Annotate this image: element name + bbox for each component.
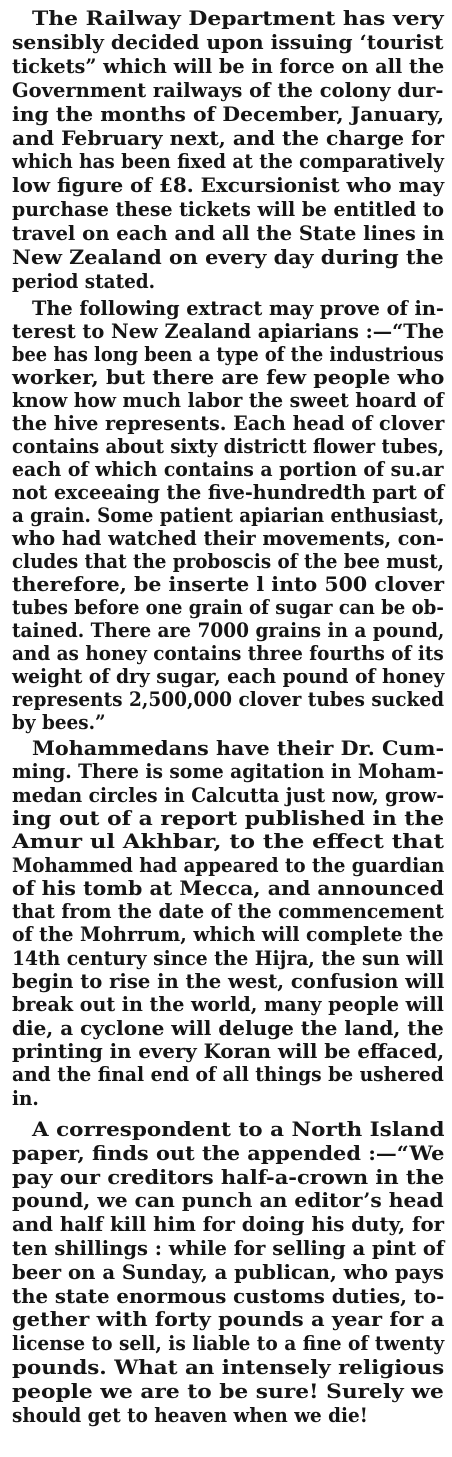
text-line: a grain. Some patient apiarian enthusiast, xyxy=(12,503,445,527)
text-line: travel on each and all the State lines in xyxy=(12,221,445,246)
text-line: tubes before one grain of sugar can be ob- xyxy=(12,595,444,619)
text-line: Amur ul Akhbar, to the effect that xyxy=(12,829,444,854)
text-line: license to sell, is liable to a fine of twenty xyxy=(12,1331,445,1356)
text-line: and as honey contains three fourths of its xyxy=(12,641,444,665)
text-line: The following extract may prove of in- xyxy=(32,296,444,320)
text-line: Mohammed had appeared to the guardian xyxy=(12,852,445,877)
text-line: worker, but there are few people who xyxy=(12,365,445,389)
text-line: in. xyxy=(12,1085,39,1110)
text-line: purchase these tickets will be entitled to xyxy=(12,197,445,222)
text-line: pounds. What an intensely religious xyxy=(12,1355,445,1379)
text-line: bee has long been a type of the industrious xyxy=(12,342,444,366)
text-line: begin to rise in the west, confusion will xyxy=(12,969,445,993)
text-line: the state enormous customs duties, to- xyxy=(12,1283,445,1308)
text-line: terest to New Zealand apiarians :—“The xyxy=(12,319,445,343)
text-line: therefore, be inserte l into 500 clover xyxy=(12,572,445,596)
text-line: know how much labor the sweet hoard of xyxy=(12,388,444,412)
text-line: not exceeaing the five-hundredth part of xyxy=(12,480,445,504)
text-line: die, a cyclone will deluge the land, the xyxy=(12,1015,444,1040)
text-line: contains about sixty districtt flower tubes, xyxy=(12,434,445,458)
text-line: low figure of £8. Excursionist who may xyxy=(12,173,445,198)
text-line: and half kill him for doing his duty, for xyxy=(12,1212,445,1237)
text-line: and February next, and the charge for xyxy=(12,125,445,150)
text-line: period stated. xyxy=(12,268,156,293)
text-line: pound, we can punch an editor’s head xyxy=(12,1188,444,1213)
text-line: each of which contains a portion of su.ar xyxy=(12,457,444,481)
text-line: paper, finds out the appended :—“We xyxy=(12,1140,445,1165)
text-line: weight of dry sugar, each pound of honey xyxy=(12,664,445,688)
text-line: of his tomb at Mecca, and announced xyxy=(12,875,445,900)
text-line: A correspondent to a North Island xyxy=(32,1117,445,1141)
text-line: beer on a Sunday, a publican, who pays xyxy=(12,1259,444,1284)
text-line: sensibly decided upon issuing ‘tourist xyxy=(12,29,444,54)
text-line: represents 2,500,000 clover tubes sucked xyxy=(12,687,445,711)
text-line: tickets” which will be in force on all the xyxy=(12,53,445,78)
text-line: people we are to be sure! Surely we xyxy=(12,1378,444,1403)
text-line: ming. There is some agitation in Moham- xyxy=(12,759,444,784)
text-line: gether with forty pounds a year for a xyxy=(12,1307,445,1332)
text-line: printing in every Koran will be effaced, xyxy=(12,1038,445,1063)
text-line: by bees.” xyxy=(12,710,106,734)
text-line: pay our creditors half-a-crown in the xyxy=(12,1164,445,1189)
text-line: ing out of a report published in the xyxy=(12,805,445,830)
text-line: Government railways of the colony dur- xyxy=(12,77,444,102)
text-line: medan circles in Calcutta just now, grow- xyxy=(12,782,445,807)
text-line: of the Mohrrum, which will complete the xyxy=(12,922,444,947)
text-line: ing the months of December, January, xyxy=(12,101,445,126)
text-line: the hive represents. Each head of clover xyxy=(12,411,445,435)
text-line: that from the date of the commencement xyxy=(12,899,444,924)
text-line: Mohammedans have their Dr. Cum- xyxy=(32,736,445,760)
text-line: 14th century since the Hijra, the sun will xyxy=(12,945,444,970)
text-line: and the final end of all things be ushered xyxy=(12,1062,444,1087)
text-line: who had watched their movements, con- xyxy=(12,526,445,550)
text-line: tained. There are 7000 grains in a pound, xyxy=(12,618,445,642)
text-line: should get to heaven when we die! xyxy=(12,1402,368,1427)
text-line: ten shillings : while for selling a pint of xyxy=(12,1236,445,1260)
text-line: break out in the world, many people will xyxy=(12,992,444,1017)
text-line: cludes that the proboscis of the bee must, xyxy=(12,549,445,573)
text-line: New Zealand on every day during the xyxy=(12,245,444,269)
text-line: The Railway Department has very xyxy=(32,6,444,30)
text-line: which has been fixed at the comparatively xyxy=(12,149,444,174)
